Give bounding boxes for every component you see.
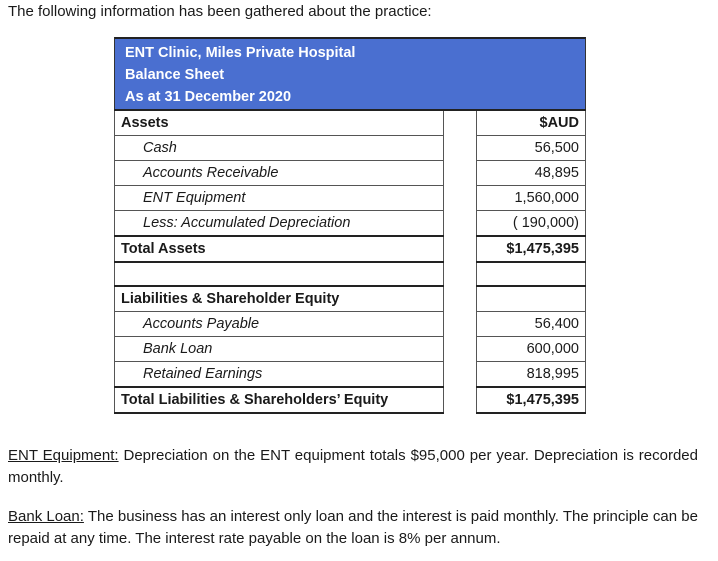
intro-text: The following information has been gathered about the practice: bbox=[8, 3, 432, 20]
balance-sheet-table bbox=[114, 109, 586, 414]
sheet-date: As at 31 December 2020 bbox=[125, 89, 292, 105]
table-row bbox=[115, 362, 586, 388]
total-assets-value: $1,475,395 bbox=[477, 236, 586, 262]
total-liabilities-label: Total Liabilities & Shareholders’ Equity bbox=[115, 387, 444, 413]
row-value: ( 190,000) bbox=[477, 211, 586, 237]
balance-sheet bbox=[114, 37, 586, 414]
equipment-note bbox=[8, 445, 698, 489]
total-assets-row bbox=[115, 236, 586, 262]
equipment-note-text: Depreciation on the ENT equipment totals $95,000 per year. Depreciation is recorded monthly. bbox=[8, 447, 698, 486]
loan-note bbox=[8, 506, 698, 550]
row-value: 1,560,000 bbox=[477, 186, 586, 211]
table-row bbox=[115, 161, 586, 186]
equipment-note-key: ENT Equipment: bbox=[8, 447, 119, 464]
row-value: 56,500 bbox=[477, 136, 586, 161]
assets-heading: Assets bbox=[115, 110, 444, 136]
sheet-title: Balance Sheet bbox=[125, 67, 225, 83]
table-row bbox=[115, 312, 586, 337]
row-value: 818,995 bbox=[477, 362, 586, 388]
currency-heading: $AUD bbox=[477, 110, 586, 136]
liabilities-heading: Liabilities & Shareholder Equity bbox=[115, 286, 444, 312]
row-value: 600,000 bbox=[477, 337, 586, 362]
balance-sheet-header bbox=[114, 37, 586, 109]
row-value: 56,400 bbox=[477, 312, 586, 337]
blank-row bbox=[115, 262, 586, 286]
liabilities-header-row bbox=[115, 286, 586, 312]
row-label: Accounts Payable bbox=[115, 312, 444, 337]
row-label: Cash bbox=[115, 136, 444, 161]
clinic-name: ENT Clinic, Miles Private Hospital bbox=[125, 45, 356, 61]
row-label: Bank Loan bbox=[115, 337, 444, 362]
loan-note-text: The business has an interest only loan and the interest is paid monthly. The principle can be repaid at any time. The interest rate payable on the loan is 8% per annum. bbox=[8, 508, 698, 547]
row-label: Accounts Receivable bbox=[115, 161, 444, 186]
table-row bbox=[115, 337, 586, 362]
row-value: 48,895 bbox=[477, 161, 586, 186]
assets-header-row bbox=[115, 110, 586, 136]
total-liabilities-value: $1,475,395 bbox=[477, 387, 586, 413]
row-label: Less: Accumulated Depreciation bbox=[115, 211, 444, 237]
table-row bbox=[115, 186, 586, 211]
row-label: ENT Equipment bbox=[115, 186, 444, 211]
loan-note-key: Bank Loan: bbox=[8, 508, 84, 525]
row-label: Retained Earnings bbox=[115, 362, 444, 388]
total-assets-label: Total Assets bbox=[115, 236, 444, 262]
table-row bbox=[115, 211, 586, 237]
total-liabilities-row bbox=[115, 387, 586, 413]
table-row bbox=[115, 136, 586, 161]
